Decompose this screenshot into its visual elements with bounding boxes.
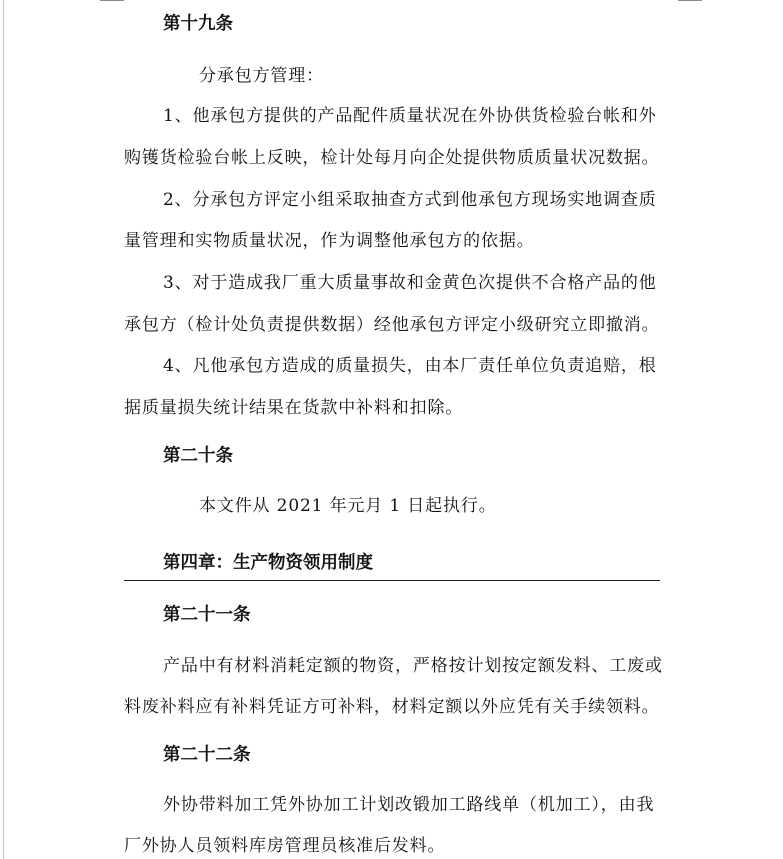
- article-22-line-1: 外协带料加工凭外协加工计划改锻加工路线单（机加工），由我: [163, 795, 655, 815]
- article-21-line-2: 料废补料应有补料凭证方可补料，材料定额以外应凭有关手续领料。: [124, 697, 660, 717]
- article-22-heading: 第二十二条: [163, 745, 251, 765]
- article-19-heading: 第十九条: [163, 14, 233, 34]
- item-1-line-1: 1、他承包方提供的产品配件质量状况在外协供货检验台帐和外: [163, 106, 657, 126]
- article-21-line-1: 产品中有材料消耗定额的物资，严格按计划按定额发料、工废或: [163, 656, 663, 676]
- item-3-line-1: 3、对于造成我厂重大质量事故和金黄色次提供不合格产品的他: [163, 273, 657, 293]
- article-20-text: 本文件从 2021 年元月 1 日起执行。: [199, 496, 497, 516]
- crop-mark-right: [678, 0, 702, 1]
- item-4-line-2: 据质量损失统计结果在货款中补料和扣除。: [124, 398, 464, 418]
- article-19-intro: 分承包方管理：: [199, 66, 324, 86]
- item-1-line-2: 购镬货检验台帐上反映，检计处每月向企处提供物质质量状况数据。: [124, 148, 660, 168]
- page-margin-rule: [3, 0, 4, 859]
- article-22-line-2: 厂外协人员领料库房管理员核准后发料。: [124, 836, 446, 856]
- chapter-divider: [124, 580, 660, 581]
- crop-mark-left: [100, 0, 124, 1]
- chapter-4-heading: 第四章：生产物资领用制度: [163, 553, 373, 573]
- article-20-heading: 第二十条: [163, 446, 233, 466]
- item-3-line-2: 承包方（检计处负责提供数据）经他承包方评定小级研究立即撤消。: [124, 315, 660, 335]
- item-2-line-2: 量管理和实物质量状况，作为调整他承包方的依据。: [124, 231, 535, 251]
- article-21-heading: 第二十一条: [163, 605, 251, 625]
- item-4-line-1: 4、凡他承包方造成的质量损失，由本厂责任单位负责追赔，根: [163, 356, 657, 376]
- item-2-line-1: 2、分承包方评定小组采取抽查方式到他承包方现场实地调查质: [163, 190, 657, 210]
